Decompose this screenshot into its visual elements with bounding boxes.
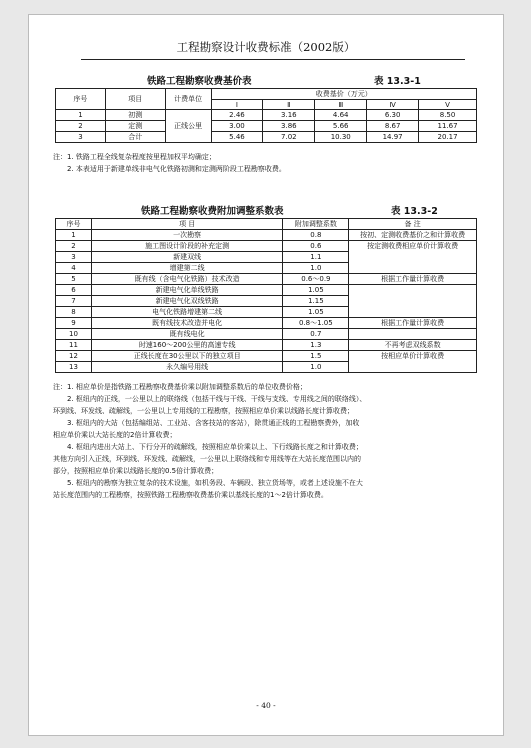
cell-item: 既有线技术改造并电化 <box>91 318 283 329</box>
cell-item: 既有线电化 <box>91 329 283 340</box>
cell-item: 时速160～200公里的高速专线 <box>91 340 283 351</box>
note-line: 2. 枢纽内的正线，一公里以上的联络线（包括干线与干线、干线与支线、专用线之间的联络线）、 <box>67 395 367 403</box>
cell-coef: 1.05 <box>283 285 349 296</box>
cell-item: 新建电气化单线铁路 <box>91 285 283 296</box>
cell-coef: 1.3 <box>283 340 349 351</box>
cell-item: 既有线（含电气化铁路）技术改造 <box>91 274 283 285</box>
col-item-header: 项 目 <box>91 219 283 230</box>
col-price-header: 收费基价（万元） <box>211 89 476 100</box>
col-seq-header: 序号 <box>56 89 106 110</box>
table-row <box>56 241 477 252</box>
page-header: 工程勘察设计收费标准（2002版） <box>176 40 356 54</box>
grade-header: Ⅳ <box>367 100 419 110</box>
cell-remark: 根据工作量计算收费 <box>349 318 477 329</box>
table2-number: 表 13.3-2 <box>391 206 438 217</box>
cell-coef: 1.5 <box>283 351 349 362</box>
note-line: 3. 枢纽内的大站（包括编组站、工业站、含客技站的客站），除贯通正线的工程勘察费外，加收 <box>67 419 360 427</box>
cell-item: 永久编号用线 <box>91 362 283 373</box>
table1-title: 铁路工程勘察收费基价表 <box>147 76 252 87</box>
cell-item: 增建第二线 <box>91 263 283 274</box>
table-row <box>56 230 477 241</box>
cell-value: 5.66 <box>315 121 367 132</box>
cell-remark: 根据工作量计算收费 <box>349 274 477 285</box>
cell-item: 施工图设计阶段的补充定测 <box>91 241 283 252</box>
document-page <box>28 14 504 736</box>
table-row <box>56 274 477 285</box>
table1-number: 表 13.3-1 <box>374 76 421 87</box>
note-line: 2. 本表适用于新建单线非电气化铁路初测和定测两阶段工程勘察收费。 <box>67 165 286 173</box>
cell-item: 新建电气化双线铁路 <box>91 296 283 307</box>
table2-title: 铁路工程勘察收费附加调整系数表 <box>141 206 284 217</box>
cell-coef: 1.15 <box>283 296 349 307</box>
header-rule <box>81 59 465 60</box>
cell-remark: 按定测收费相应单价计算收费 <box>349 241 477 274</box>
cell-coef: 0.6～0.9 <box>283 274 349 285</box>
cell-coef: 1.0 <box>283 263 349 274</box>
cell-coef: 1.0 <box>283 362 349 373</box>
cell-value: 8.67 <box>367 121 419 132</box>
table-header-row <box>56 219 477 230</box>
cell-value: 3.16 <box>263 110 315 121</box>
note-line: 5. 枢纽内的勘察为独立复杂的技术设施，如机务段、车辆段、独立货场等，或者上述设施不在大 <box>67 479 363 487</box>
grade-header: Ⅱ <box>263 100 315 110</box>
cell-seq: 6 <box>56 285 92 296</box>
cell-item: 电气化铁路增建第二线 <box>91 307 283 318</box>
table2-notes <box>53 381 366 501</box>
cell-seq: 3 <box>56 252 92 263</box>
table-row <box>56 121 477 132</box>
cell-value: 3.86 <box>263 121 315 132</box>
cell-seq: 9 <box>56 318 92 329</box>
cell-coef: 0.8 <box>283 230 349 241</box>
cell-seq: 1 <box>56 110 106 121</box>
cell-remark-empty <box>349 329 477 340</box>
note-line: 部分，按照相应单价乘以线路长度的0.5倍计算收费； <box>53 467 219 475</box>
grade-header: Ⅲ <box>315 100 367 110</box>
cell-value: 5.46 <box>211 132 263 143</box>
cell-item: 正线长度在30公里以下的独立项目 <box>91 351 283 362</box>
table-row <box>56 329 477 340</box>
cell-item: 新建双线 <box>91 252 283 263</box>
cell-seq: 3 <box>56 132 106 143</box>
cell-remark-empty <box>349 285 477 318</box>
table-row <box>56 285 477 296</box>
cell-item: 一次勘察 <box>91 230 283 241</box>
cell-value: 7.02 <box>263 132 315 143</box>
table-row <box>56 110 477 121</box>
cell-seq: 2 <box>56 121 106 132</box>
cell-unit: 正线公里 <box>165 110 211 143</box>
col-coef-header: 附加调整系数 <box>283 219 349 230</box>
note-line: 环到线、环发线、疏解线，一公里以上专用线的工程勘察，按照相应单价乘以线路长度计算收费； <box>53 407 354 415</box>
cell-seq: 8 <box>56 307 92 318</box>
cell-seq: 5 <box>56 274 92 285</box>
cell-item: 定测 <box>105 121 165 132</box>
col-seq-header: 序号 <box>56 219 92 230</box>
table-row <box>56 340 477 351</box>
note-line: 注：1. 铁路工程全线复杂程度按里程加权平均确定； <box>53 153 216 161</box>
cell-value: 10.30 <box>315 132 367 143</box>
cell-value: 8.50 <box>419 110 477 121</box>
table-row <box>56 351 477 362</box>
cell-seq: 4 <box>56 263 92 274</box>
cell-coef: 1.05 <box>283 307 349 318</box>
cell-seq: 12 <box>56 351 92 362</box>
page-number: - 40 - <box>256 701 276 710</box>
cell-item: 初测 <box>105 110 165 121</box>
cell-value: 20.17 <box>419 132 477 143</box>
note-line: 其他方向引入正线，环到线、环发线、疏解线，一公里以上联络线和专用线等在大站长度范围以内的 <box>53 455 361 463</box>
cell-value: 2.46 <box>211 110 263 121</box>
note-line: 站长度范围内的工程勘察，按照铁路工程勘察收费基价乘以基线长度的1～2倍计算收费。 <box>53 491 328 499</box>
cell-seq: 11 <box>56 340 92 351</box>
cell-coef: 0.6 <box>283 241 349 252</box>
cell-seq: 13 <box>56 362 92 373</box>
cell-seq: 7 <box>56 296 92 307</box>
fee-base-price-table <box>55 88 477 143</box>
col-unit-header: 计费单位 <box>165 89 211 110</box>
note-line: 注：1. 相应单价是指铁路工程勘察收费基价乘以附加调整系数后的单位收费价格； <box>53 383 307 391</box>
cell-remark: 按初、定测收费基价之和计算收费 <box>349 230 477 241</box>
adjustment-coefficient-table <box>55 218 477 373</box>
cell-coef: 1.1 <box>283 252 349 263</box>
cell-value: 3.00 <box>211 121 263 132</box>
cell-value: 11.67 <box>419 121 477 132</box>
cell-item: 合计 <box>105 132 165 143</box>
cell-seq: 2 <box>56 241 92 252</box>
cell-coef: 0.7 <box>283 329 349 340</box>
cell-seq: 1 <box>56 230 92 241</box>
cell-coef: 0.8～1.05 <box>283 318 349 329</box>
note-line: 相应单价乘以大站长度的2倍计算收费； <box>53 431 177 439</box>
table-row <box>56 318 477 329</box>
cell-remark: 不再考虑双线系数 <box>349 340 477 351</box>
col-remark-header: 备 注 <box>349 219 477 230</box>
cell-value: 14.97 <box>367 132 419 143</box>
grade-header: Ⅴ <box>419 100 477 110</box>
table1-notes <box>53 151 286 175</box>
table-row <box>56 132 477 143</box>
note-line: 4. 枢纽内进出大站上、下行分开的疏解线，按照相应单价乘以上、下行线路长度之和计算收费； <box>67 443 363 451</box>
table-header-row <box>56 89 477 100</box>
cell-value: 6.30 <box>367 110 419 121</box>
cell-value: 4.64 <box>315 110 367 121</box>
col-item-header: 项目 <box>105 89 165 110</box>
cell-remark: 按相应单价计算收费 <box>349 351 477 373</box>
grade-header: Ⅰ <box>211 100 263 110</box>
cell-seq: 10 <box>56 329 92 340</box>
